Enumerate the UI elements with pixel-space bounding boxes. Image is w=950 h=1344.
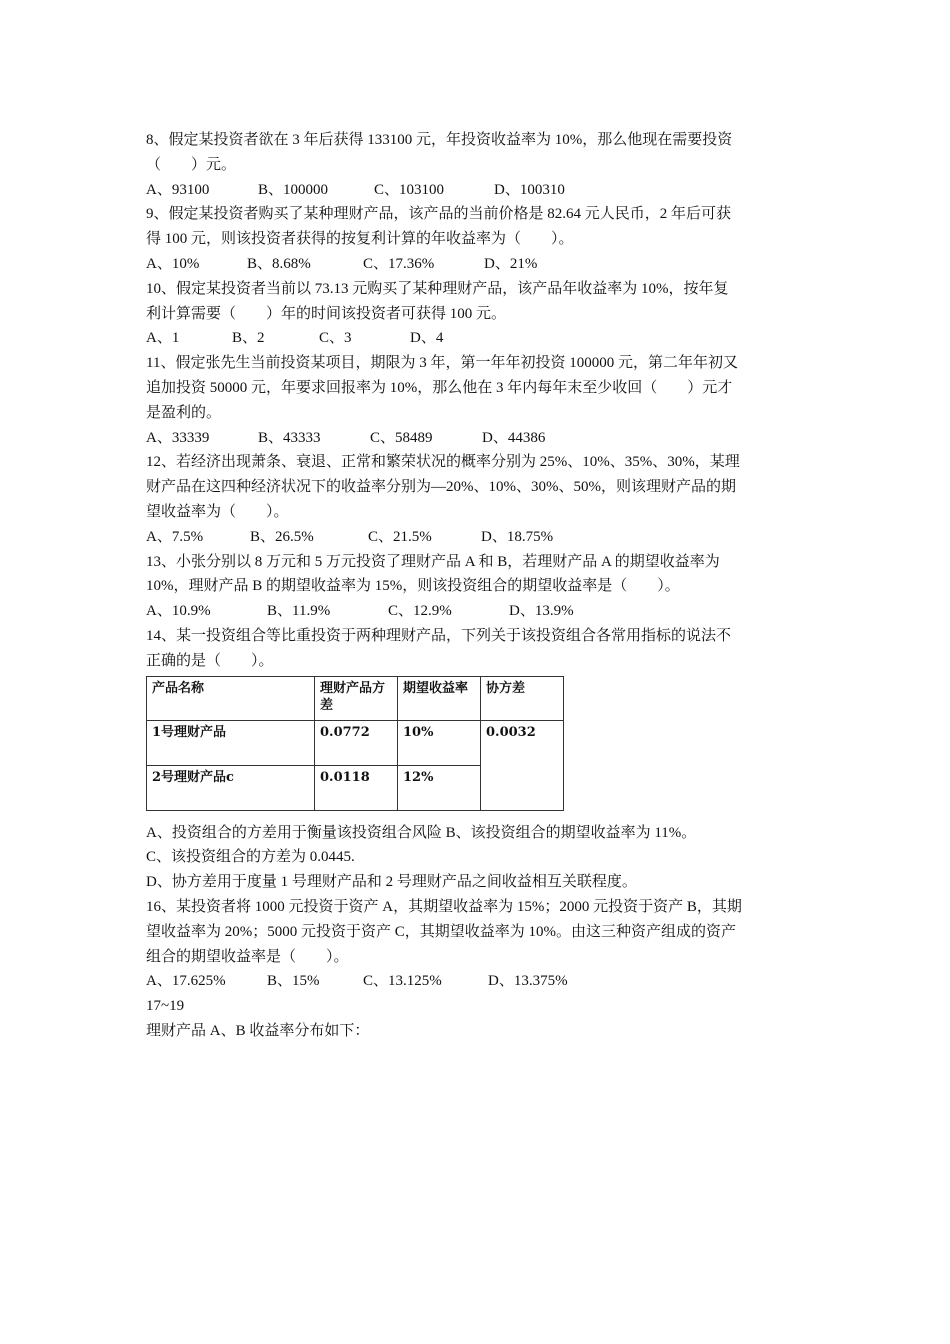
option-d: D、13.9% [509,603,574,620]
option-d: D、4 [410,330,444,347]
question-8 [146,128,808,202]
header-cell: 期望收益率 [398,676,481,720]
option-b: B、43333 [258,429,321,446]
option-line: A、投资组合的方差用于衡量该投资组合风险 B、该投资组合的期望收益率为 11%。 [146,824,697,841]
question-text: 望收益率为（ ）。 [146,503,289,520]
option-a: A、17.625% [146,973,226,990]
answer-options [146,252,808,277]
question-text: 正确的是（ ）。 [146,652,274,669]
table-cell: 0.0772 [315,720,398,765]
question-text: 11、假定张先生当前投资某项目，期限为 3 年，第一年年初投资 100000 元，第二年年初又 [146,355,738,372]
option-line: D、协方差用于度量 1 号理财产品和 2 号理财产品之间收益相互关联程度。 [146,874,637,891]
question-text: 组合的期望收益率是（ ）。 [146,948,349,965]
table-cell: 2号理财产品c [147,765,315,810]
section-label: 17~19 [146,998,185,1015]
option-a: A、10% [146,255,200,272]
question-text: 8、假定某投资者欲在 3 年后获得 133100 元，年投资收益率为 10%，那么他现在需要投资 [146,132,733,148]
question-text: 利计算需要（ ）年的时间该投资者可获得 100 元。 [146,305,507,322]
question-16 [146,895,808,994]
question-text: 得 100 元，则该投资者获得的按复利计算的年收益率为（ ）。 [146,231,574,248]
question-text: 13、小张分别以 8 万元和 5 万元投资了理财产品 A 和 B，若理财产品 A 的期望收益率为 [146,553,720,570]
option-a: A、93100 [146,181,210,198]
question-text: 14、某一投资组合等比重投资于两种理财产品，下列关于该投资组合各常用指标的说法不 [146,627,732,644]
option-b: B、2 [232,330,265,347]
option-a: A、1 [146,330,180,347]
answer-options [146,426,808,451]
table-row [147,720,564,765]
question-text: 9、假定某投资者购买了某种理财产品，该产品的当前价格是 82.64 元人民币，2 年后可获 [146,206,732,223]
option-d: D、21% [484,255,538,272]
question-text: （ ）元。 [146,156,237,173]
question-10 [146,277,808,351]
question-11 [146,351,808,450]
option-d: D、100310 [494,181,565,198]
option-c: C、13.125% [363,973,442,990]
option-c: C、12.9% [388,603,452,620]
option-b: B、11.9% [267,603,331,620]
question-text: 10%，理财产品 B 的期望收益率为 15%，则该投资组合的期望收益率是（ ）。 [146,578,680,595]
question-13 [146,550,808,624]
question-text: 望收益率为 20%；5000 元投资于资产 C，其期望收益率为 10%。由这三种资产组成的资产 [146,923,736,940]
header-cell: 理财产品方差 [315,676,398,720]
option-c: C、17.36% [363,255,435,272]
option-c: C、3 [319,330,352,347]
question-text: 10、假定某投资者当前以 73.13 元购买了某种理财产品，该产品年收益率为 10%，按年复 [146,280,729,297]
question-text: 12、若经济出现萧条、衰退、正常和繁荣状况的概率分别为 25%、10%、35%、30%，某理 [146,454,740,471]
question-9 [146,202,808,276]
table-cell: 12% [398,765,481,810]
answer-options [146,326,808,351]
option-b: B、26.5% [250,528,314,545]
question-text: 财产品在这四种经济状况下的收益率分别为—20%、10%、30%、50%，则该理财产品的期 [146,479,736,496]
table-cell: 0.0118 [315,765,398,810]
table-header-row [147,676,564,720]
option-a: A、7.5% [146,528,204,545]
answer-options [146,969,808,994]
option-b: B、8.68% [247,255,311,272]
option-b: B、15% [267,973,320,990]
header-cell: 协方差 [481,676,564,720]
option-c: C、58489 [370,429,433,446]
table-cell: 0.0032 [481,720,564,810]
question-14 [146,624,808,895]
question-text: 是盈利的。 [146,404,222,421]
answer-options [146,599,808,624]
question-text: 16、某投资者将 1000 元投资于资产 A，其期望收益率为 15%；2000 元投资于资产 B，其期 [146,898,742,915]
table-cell: 10% [398,720,481,765]
document-page [146,128,808,1044]
product-table [146,676,564,811]
option-d: D、13.375% [488,973,568,990]
option-c: C、21.5% [368,528,432,545]
option-line: C、该投资组合的方差为 0.0445. [146,849,355,866]
option-d: D、18.75% [481,528,554,545]
question-text: 追加投资 50000 元，年要求回报率为 10%，那么他在 3 年内每年末至少收回（ ）元才 [146,379,733,396]
option-a: A、10.9% [146,603,211,620]
answer-options [146,525,808,550]
option-a: A、33339 [146,429,210,446]
option-c: C、103100 [374,181,445,198]
option-d: D、44386 [482,429,546,446]
table-cell: 1号理财产品 [147,720,315,765]
section-intro: 理财产品 A、B 收益率分布如下： [146,1022,370,1039]
answer-options [146,178,808,203]
option-b: B、100000 [258,181,329,198]
question-12 [146,450,808,549]
header-cell: 产品名称 [147,676,315,720]
